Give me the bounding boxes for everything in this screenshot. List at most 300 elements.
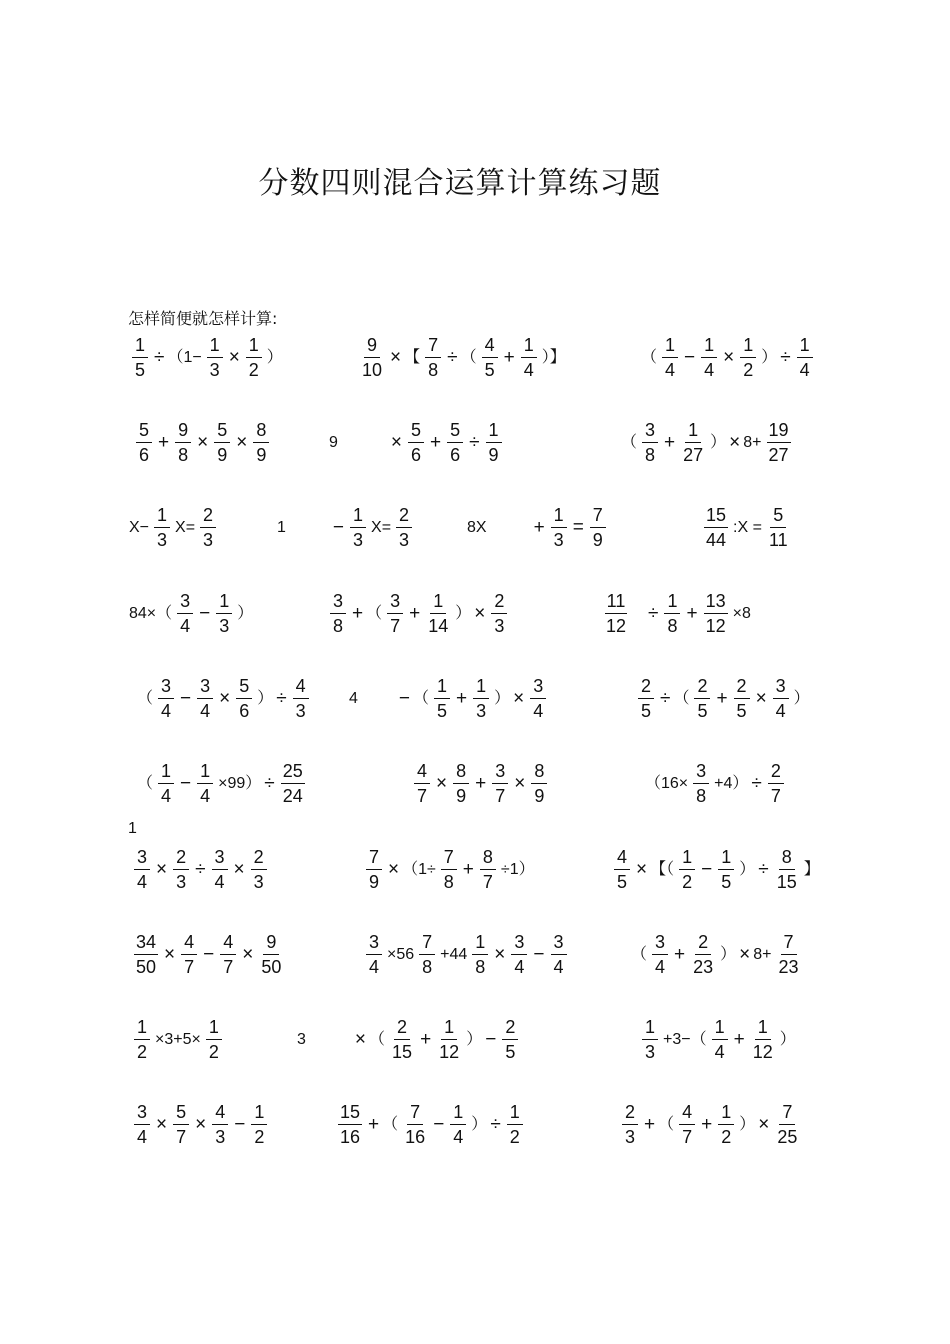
- expression-text: ）: [779, 1030, 796, 1048]
- numerator: 25: [281, 762, 305, 784]
- numerator: 8: [253, 421, 269, 443]
- numerator: 2: [734, 677, 750, 699]
- fraction: [511, 933, 527, 976]
- denominator: 3: [624, 1127, 635, 1147]
- exercise-24: [362, 933, 571, 976]
- numerator: 7: [441, 848, 457, 870]
- denominator: 6: [411, 445, 422, 465]
- operator: ×: [228, 347, 240, 368]
- numerator: 1: [712, 1018, 728, 1040]
- operator: ×: [755, 688, 767, 709]
- denominator: 12: [705, 616, 726, 636]
- denominator: 3: [157, 530, 168, 550]
- page-title: 分数四则混合运算计算练习题: [258, 166, 662, 201]
- denominator: 2: [136, 1042, 147, 1062]
- numerator: 8: [779, 848, 795, 870]
- expression-text: 9: [329, 433, 338, 451]
- expression-text: （: [382, 1115, 399, 1133]
- exercise-22: [610, 848, 821, 891]
- fraction: [482, 336, 498, 379]
- fraction: [246, 336, 262, 379]
- numerator: 3: [642, 421, 658, 443]
- fraction: [704, 592, 728, 635]
- numerator: 2: [768, 762, 784, 784]
- fraction: [642, 1018, 658, 1061]
- expression-text: X=: [175, 518, 196, 536]
- exercise-6: [620, 421, 795, 464]
- numerator: 1: [207, 336, 223, 358]
- denominator: 5: [697, 701, 708, 721]
- numerator: 1: [158, 762, 174, 784]
- operator: ×: [758, 1114, 770, 1135]
- operator: ×: [390, 432, 403, 453]
- expression-text: ）】: [541, 348, 566, 366]
- denominator: 9: [592, 530, 603, 550]
- denominator: 3: [494, 616, 505, 636]
- fraction: [718, 1103, 734, 1146]
- operator: +: [158, 432, 170, 453]
- exercise-21: [362, 848, 536, 891]
- denominator: 5: [736, 701, 747, 721]
- fraction: [740, 336, 756, 379]
- numerator: 7: [419, 933, 435, 955]
- operator: −: [684, 347, 696, 368]
- exercise-31: [618, 1103, 803, 1146]
- fraction: [590, 506, 606, 549]
- fraction: [197, 762, 213, 805]
- operator: ÷: [490, 1114, 501, 1135]
- denominator: 7: [770, 786, 781, 806]
- denominator: 7: [176, 1127, 187, 1147]
- numerator: 4: [220, 933, 236, 955]
- fraction: [480, 848, 496, 891]
- expression-text: ）: [237, 604, 254, 622]
- fraction: [450, 1103, 466, 1146]
- denominator: 7: [390, 616, 401, 636]
- denominator: 24: [282, 786, 303, 806]
- numerator: 8: [480, 848, 496, 870]
- denominator: 5: [484, 360, 495, 380]
- expression-text: 8+: [743, 433, 762, 451]
- numerator: 3: [693, 762, 709, 784]
- numerator: 4: [212, 1103, 228, 1125]
- operator: +: [533, 517, 545, 538]
- operator: ÷: [195, 859, 206, 880]
- numerator: 7: [366, 848, 382, 870]
- numerator: 5: [173, 1103, 189, 1125]
- numerator: 3: [212, 848, 228, 870]
- fraction: [134, 933, 158, 976]
- operator: ÷: [469, 432, 480, 453]
- operator: ×: [494, 944, 506, 965]
- numerator: 3: [197, 677, 213, 699]
- operator: +: [716, 688, 728, 709]
- denominator: 10: [362, 360, 383, 380]
- denominator: 2: [721, 1127, 732, 1147]
- fraction: [220, 933, 236, 976]
- fraction: [492, 762, 508, 805]
- exercise-3: [640, 336, 817, 379]
- denominator: 7: [482, 872, 493, 892]
- numerator: 1: [718, 848, 734, 870]
- fraction: [767, 421, 791, 464]
- fraction: [338, 1103, 362, 1146]
- fraction: [134, 1018, 150, 1061]
- fraction: [132, 336, 148, 379]
- denominator: 8: [332, 616, 343, 636]
- denominator: 7: [416, 786, 427, 806]
- fraction: [767, 506, 790, 549]
- fraction: [251, 1103, 267, 1146]
- denominator: 9: [456, 786, 467, 806]
- exercise-2: [356, 336, 567, 379]
- operator: +: [733, 1029, 745, 1050]
- numerator: 2: [638, 677, 654, 699]
- denominator: 12: [439, 1042, 460, 1062]
- expression-text: ）: [455, 604, 472, 622]
- operator: ×: [164, 944, 176, 965]
- denominator: 3: [644, 1042, 655, 1062]
- expression-text: （: [460, 348, 477, 366]
- fraction: [293, 677, 309, 720]
- denominator: 5: [616, 872, 627, 892]
- exercise-15: [348, 677, 550, 720]
- fraction: [614, 848, 630, 891]
- denominator: 2: [248, 360, 259, 380]
- exercise-30: [334, 1103, 527, 1146]
- denominator: 8: [475, 957, 486, 977]
- numerator: 7: [425, 336, 441, 358]
- fraction: [679, 1103, 695, 1146]
- fraction: [551, 506, 567, 549]
- fraction: [197, 677, 213, 720]
- exercise-12: [326, 592, 511, 635]
- exercise-17: [136, 762, 309, 805]
- fraction: [236, 677, 252, 720]
- denominator: 23: [693, 957, 714, 977]
- numerator: 1: [664, 592, 680, 614]
- fraction: [638, 677, 654, 720]
- operator: +: [409, 603, 421, 624]
- fraction: [768, 762, 784, 805]
- exercise-18: [410, 762, 551, 805]
- numerator: 3: [330, 592, 346, 614]
- fraction: [507, 1103, 523, 1146]
- numerator: 3: [652, 933, 668, 955]
- expression-text: 8X: [467, 518, 487, 536]
- denominator: 3: [253, 872, 264, 892]
- expression-text: （16×: [645, 774, 689, 792]
- numerator: 1: [685, 421, 701, 443]
- operator: +: [503, 347, 515, 368]
- numerator: 1: [797, 336, 813, 358]
- numerator: 5: [236, 677, 252, 699]
- numerator: 1: [486, 421, 502, 443]
- denominator: 14: [428, 616, 449, 636]
- fraction: [530, 677, 546, 720]
- operator: ×: [723, 347, 735, 368]
- fraction: [212, 848, 228, 891]
- numerator: 1: [134, 1018, 150, 1040]
- expression-text: 4: [349, 689, 358, 707]
- numerator: 1: [251, 1103, 267, 1125]
- operator: ÷: [276, 688, 287, 709]
- denominator: 7: [495, 786, 506, 806]
- denominator: 2: [254, 1127, 265, 1147]
- numerator: 15: [704, 506, 728, 528]
- numerator: 1: [642, 1018, 658, 1040]
- denominator: 3: [209, 360, 220, 380]
- operator: ×: [219, 688, 231, 709]
- numerator: 2: [695, 933, 711, 955]
- operator: ×: [195, 1114, 207, 1135]
- denominator: 16: [405, 1127, 426, 1147]
- exercise-4: [132, 421, 273, 464]
- numerator: 1: [216, 592, 232, 614]
- numerator: 3: [551, 933, 567, 955]
- operator: ×: [514, 773, 526, 794]
- operator: ×: [474, 603, 486, 624]
- denominator: 3: [399, 530, 410, 550]
- expression-text: ÷1）: [500, 860, 535, 878]
- denominator: 2: [509, 1127, 520, 1147]
- denominator: 3: [215, 1127, 226, 1147]
- operator: +: [674, 944, 686, 965]
- denominator: 7: [682, 1127, 693, 1147]
- operator: ×: [739, 944, 751, 965]
- denominator: 3: [353, 530, 364, 550]
- numerator: 1: [472, 933, 488, 955]
- denominator: 3: [476, 701, 487, 721]
- fraction: [775, 1103, 799, 1146]
- fraction: [441, 848, 457, 891]
- numerator: 2: [251, 848, 267, 870]
- denominator: 27: [683, 445, 704, 465]
- exercise-7: [128, 506, 220, 549]
- operator: ÷: [264, 773, 275, 794]
- expression-text: ×8: [732, 604, 751, 622]
- denominator: 8: [645, 445, 656, 465]
- denominator: 16: [340, 1127, 361, 1147]
- fraction: [360, 336, 384, 379]
- operator: ×: [354, 1029, 367, 1050]
- fraction: [425, 336, 441, 379]
- numerator: 7: [781, 933, 797, 955]
- fraction: [775, 848, 799, 891]
- numerator: 2: [200, 506, 216, 528]
- denominator: 8: [422, 957, 433, 977]
- numerator: 1: [521, 336, 537, 358]
- operator: −: [533, 944, 545, 965]
- numerator: 5: [214, 421, 230, 443]
- denominator: 5: [505, 1042, 516, 1062]
- numerator: 1: [507, 1103, 523, 1125]
- fraction: [531, 762, 547, 805]
- exercise-27: [296, 1018, 522, 1061]
- denominator: 4: [553, 957, 564, 977]
- denominator: 8: [178, 445, 189, 465]
- expression-text: （: [641, 348, 658, 366]
- denominator: 12: [606, 616, 627, 636]
- exercise-8: [276, 506, 416, 549]
- numerator: 19: [767, 421, 791, 443]
- exercise-9: [466, 506, 610, 549]
- expression-text: 84×（: [129, 604, 173, 622]
- denominator: 11: [768, 530, 788, 550]
- fraction: [453, 762, 469, 805]
- denominator: 9: [534, 786, 545, 806]
- numerator: 1: [430, 592, 446, 614]
- denominator: 15: [392, 1042, 413, 1062]
- denominator: 4: [799, 360, 810, 380]
- exercise-23: [130, 933, 287, 976]
- numerator: 1: [154, 506, 170, 528]
- numerator: 7: [779, 1103, 795, 1125]
- operator: −: [701, 859, 713, 880]
- fraction: [472, 933, 488, 976]
- denominator: 6: [450, 445, 461, 465]
- denominator: 8: [667, 616, 678, 636]
- expression-text: ×3+5×: [155, 1030, 201, 1048]
- fraction: [681, 421, 705, 464]
- numerator: 7: [590, 506, 606, 528]
- fraction: [134, 848, 150, 891]
- fraction: [175, 421, 191, 464]
- denominator: 4: [704, 360, 715, 380]
- operator: −: [199, 603, 211, 624]
- exercise-14: [136, 677, 313, 720]
- operator: −: [485, 1029, 497, 1050]
- operator: −: [234, 1114, 246, 1135]
- operator: ÷: [660, 688, 671, 709]
- operator: +: [701, 1114, 713, 1135]
- expression-text: （: [631, 945, 648, 963]
- numerator: 2: [173, 848, 189, 870]
- denominator: 5: [721, 872, 732, 892]
- operator: +: [420, 1029, 432, 1050]
- fraction: [604, 592, 628, 635]
- numerator: 1: [718, 1103, 734, 1125]
- denominator: 3: [553, 530, 564, 550]
- denominator: 4: [200, 786, 211, 806]
- fraction: [253, 421, 269, 464]
- fraction: [679, 848, 695, 891]
- operator: −: [398, 688, 411, 709]
- fraction: [662, 336, 678, 379]
- numerator: 2: [694, 677, 710, 699]
- denominator: 4: [533, 701, 544, 721]
- denominator: 4: [775, 701, 786, 721]
- numerator: 2: [622, 1103, 638, 1125]
- numerator: 9: [364, 336, 380, 358]
- denominator: 3: [219, 616, 230, 636]
- operator: +: [462, 859, 474, 880]
- expression-text: ×56: [387, 945, 415, 963]
- denominator: 9: [217, 445, 228, 465]
- denominator: 2: [682, 872, 693, 892]
- denominator: 3: [295, 701, 306, 721]
- denominator: 50: [261, 957, 282, 977]
- denominator: 12: [752, 1042, 773, 1062]
- numerator: 1: [701, 336, 717, 358]
- numerator: 3: [134, 848, 150, 870]
- fraction: [350, 506, 366, 549]
- numerator: 11: [605, 592, 628, 614]
- instruction-text: 怎样简便就怎样计算:: [128, 309, 278, 328]
- denominator: 4: [214, 872, 225, 892]
- expression-text: :X =: [733, 518, 762, 536]
- expression-text: ）: [739, 860, 756, 878]
- expression-text: （: [413, 689, 430, 707]
- numerator: 4: [482, 336, 498, 358]
- numerator: 1: [350, 506, 366, 528]
- exercise-1: [128, 336, 284, 379]
- denominator: 23: [778, 957, 799, 977]
- fraction: [773, 677, 789, 720]
- numerator: 7: [407, 1103, 423, 1125]
- numerator: 4: [414, 762, 430, 784]
- expression-text: +4）: [714, 774, 749, 792]
- expression-text: （: [673, 689, 690, 707]
- fraction: [437, 1018, 461, 1061]
- numerator: 2: [491, 592, 507, 614]
- operator: ×: [242, 944, 254, 965]
- denominator: 7: [223, 957, 234, 977]
- numerator: 3: [773, 677, 789, 699]
- fraction: [396, 506, 412, 549]
- denominator: 4: [161, 701, 172, 721]
- numerator: 5: [408, 421, 424, 443]
- numerator: 3: [134, 1103, 150, 1125]
- denominator: 5: [134, 360, 145, 380]
- operator: =: [572, 517, 584, 538]
- fraction: [158, 762, 174, 805]
- fraction: [652, 933, 668, 976]
- denominator: 4: [523, 360, 534, 380]
- denominator: 3: [176, 872, 187, 892]
- denominator: 8: [443, 872, 454, 892]
- fraction: [521, 336, 537, 379]
- numerator: 1: [197, 762, 213, 784]
- numerator: 3: [530, 677, 546, 699]
- expression-text: ）: [710, 433, 727, 451]
- operator: ÷: [648, 603, 659, 624]
- denominator: 3: [203, 530, 214, 550]
- fraction: [734, 677, 750, 720]
- denominator: 7: [184, 957, 195, 977]
- numerator: 4: [181, 933, 197, 955]
- expression-text: 8+: [753, 945, 772, 963]
- denominator: 4: [180, 616, 191, 636]
- denominator: 15: [776, 872, 797, 892]
- exercise-16: [634, 677, 811, 720]
- fraction: [712, 1018, 728, 1061]
- denominator: 2: [743, 360, 754, 380]
- operator: ÷: [780, 347, 791, 368]
- exercise-13: [600, 592, 752, 635]
- numerator: 8: [531, 762, 547, 784]
- operator: −: [180, 688, 192, 709]
- operator: −: [332, 517, 345, 538]
- expression-text: +44: [440, 945, 468, 963]
- numerator: 3: [387, 592, 403, 614]
- numerator: 34: [134, 933, 158, 955]
- denominator: 4: [714, 1042, 725, 1062]
- fraction: [366, 933, 382, 976]
- fraction: [414, 762, 430, 805]
- fraction: [390, 1018, 414, 1061]
- operator: ÷: [751, 773, 762, 794]
